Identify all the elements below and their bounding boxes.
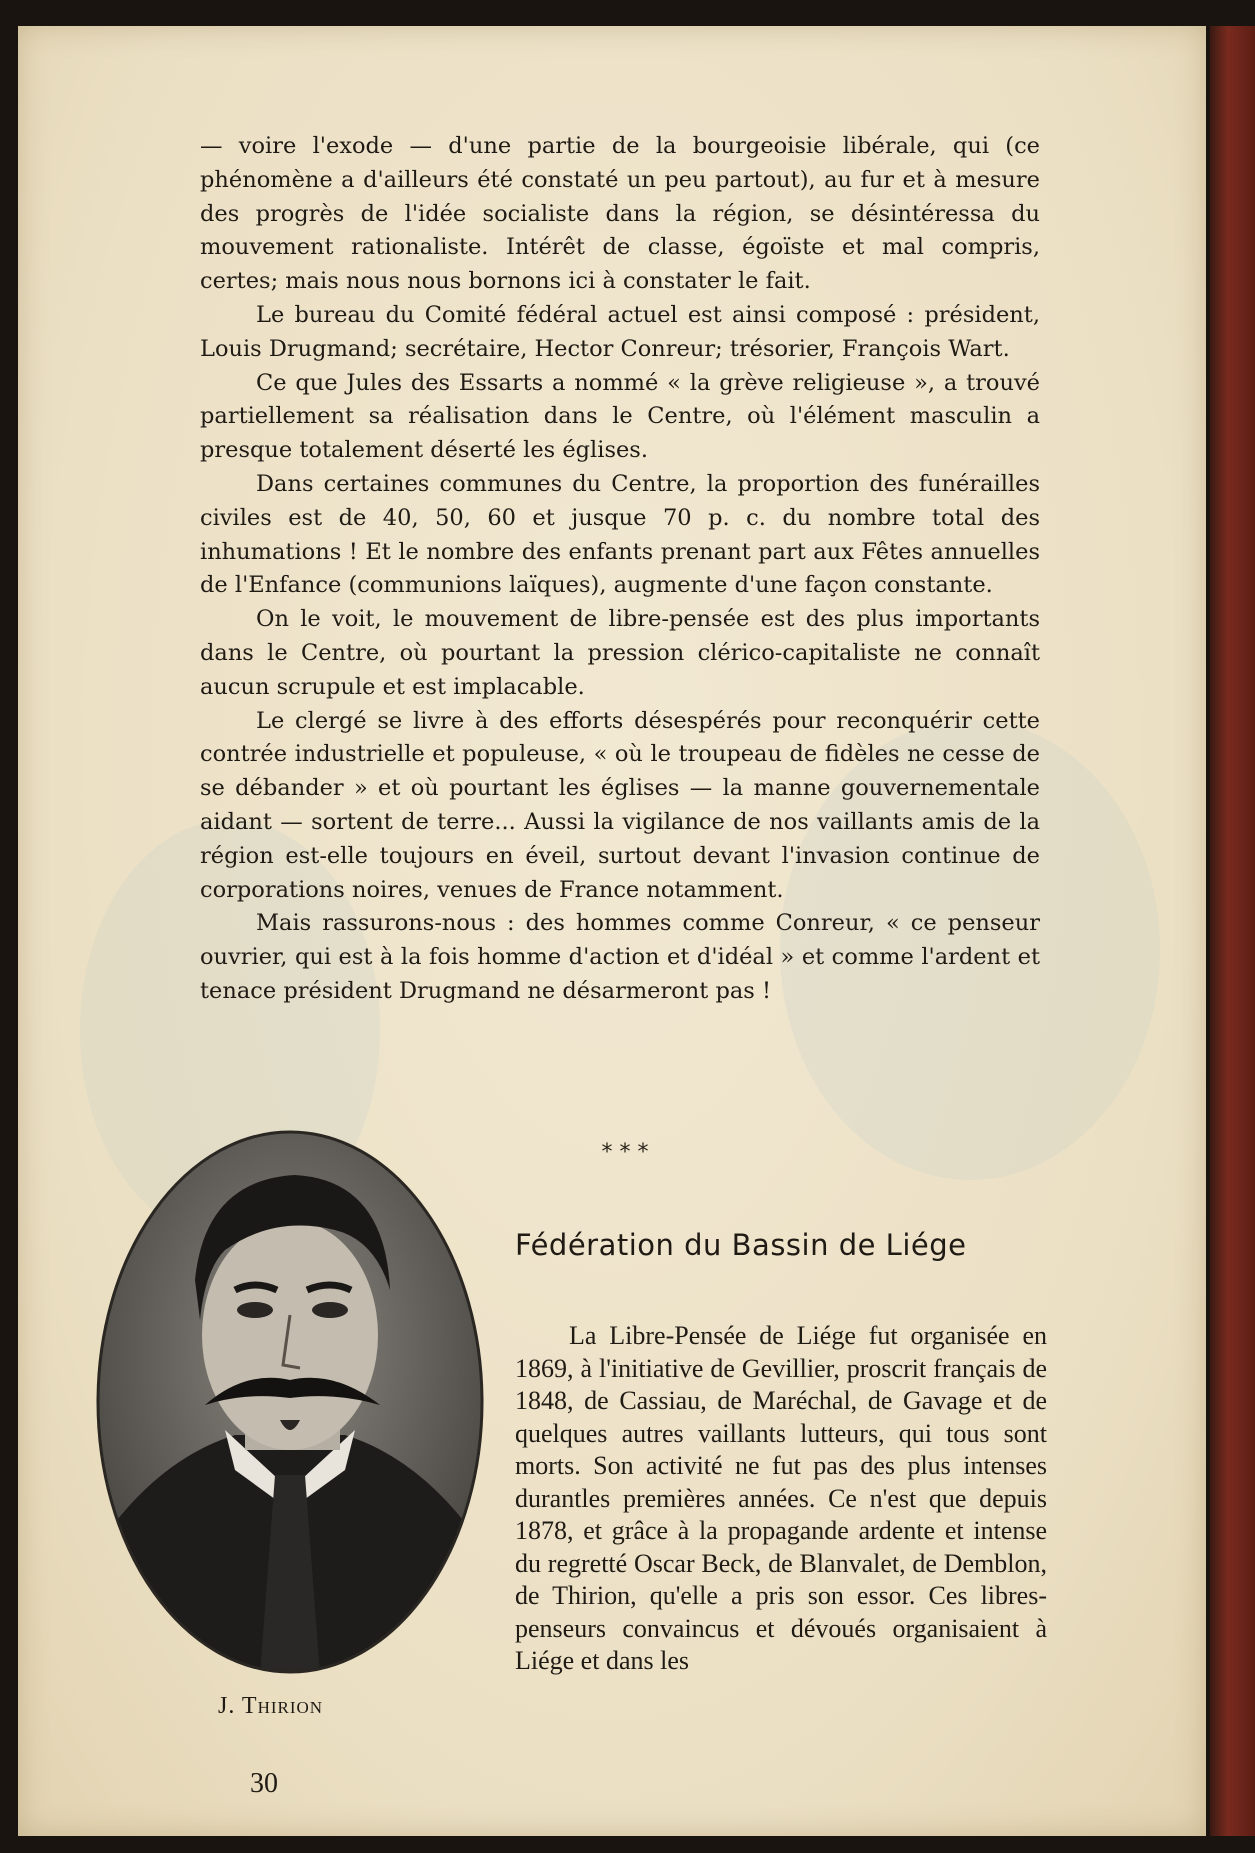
paragraph: Le bureau du Comité fédéral actuel est ainsi composé : président, Louis Drugmand; secrétaire, Hector Conreur; trésorier, François Wart. (200, 301, 1040, 362)
paragraph: Ce que Jules des Essarts a nommé « la grève religieuse », a trouvé partiellement sa réalisation dans le Centre, où l'élément masculin a presque totalement déserté les églises. (200, 369, 1040, 464)
asterism-separator: * * * (601, 1140, 649, 1165)
main-article-text (200, 130, 1040, 1009)
book-spine (1210, 26, 1255, 1836)
paragraph: La Libre-Pensée de Liége fut organisée en 1869, à l'initiative de Gevillier, proscrit français de 1848, de Cassiau, de Maréchal, de Gavage et de quelques autres vaillants lutteurs, qui tous sont morts. Son activité ne fut pas des plus intenses durantles premières années. Ce n'est que depuis 1878, et grâce à la propagande ardente et intense du regretté Oscar Beck, de Blanvalet, de Demblon, de Thirion, qu'elle a pris son essor. Ces libres-penseurs convaincus et dévoués organisaient à Liége et dans les (515, 1321, 1047, 1675)
portrait-photo (95, 1130, 485, 1675)
paragraph: Le clergé se livre à des efforts désespérés pour reconquérir cette contrée industrielle et populeuse, « où le troupeau de fidèles ne cesse de se débander » et où pourtant les églises — la manne gouvernementale aidant — sortent de terre... Aussi la vigilance de nos vaillants amis de la région est-elle toujours en éveil, surtout devant l'invasion continue de corporations noires, venues de France notamment. (200, 707, 1040, 903)
section-heading: Fédération du Bassin de Liége (515, 1228, 967, 1262)
paragraph: Mais rassurons-nous : des hommes comme Conreur, « ce penseur ouvrier, qui est à la fois homme d'action et d'idéal » et comme l'ardent et tenace président Drugmand ne désarmeront pas ! (200, 910, 1040, 1004)
paragraph: On le voit, le mouvement de libre-pensée est des plus importants dans le Centre, où pourtant la pression clérico-capitaliste ne connaît aucun scrupule et est implacable. (200, 606, 1040, 700)
page-number: 30 (250, 1768, 278, 1799)
paragraph: Dans certaines communes du Centre, la proportion des funérailles civiles est de 40, 50, 60 et jusque 70 p. c. du nombre total des inhumations ! Et le nombre des enfants prenant part aux Fêtes annuelles de l'Enfance (communions laïques), augmente d'une façon constante. (200, 470, 1040, 599)
portrait-caption: J. Thirion (218, 1693, 324, 1719)
section-body (515, 1320, 1047, 1678)
paragraph: — voire l'exode — d'une partie de la bourgeoisie libérale, qui (ce phénomène a d'ailleurs été constaté un peu partout), au fur et à mesure des progrès de l'idée socialiste dans la région, se désintéressa du mouvement rationaliste. Intérêt de classe, égoïste et mal compris, certes; mais nous nous bornons ici à constater le fait. (200, 133, 1040, 295)
